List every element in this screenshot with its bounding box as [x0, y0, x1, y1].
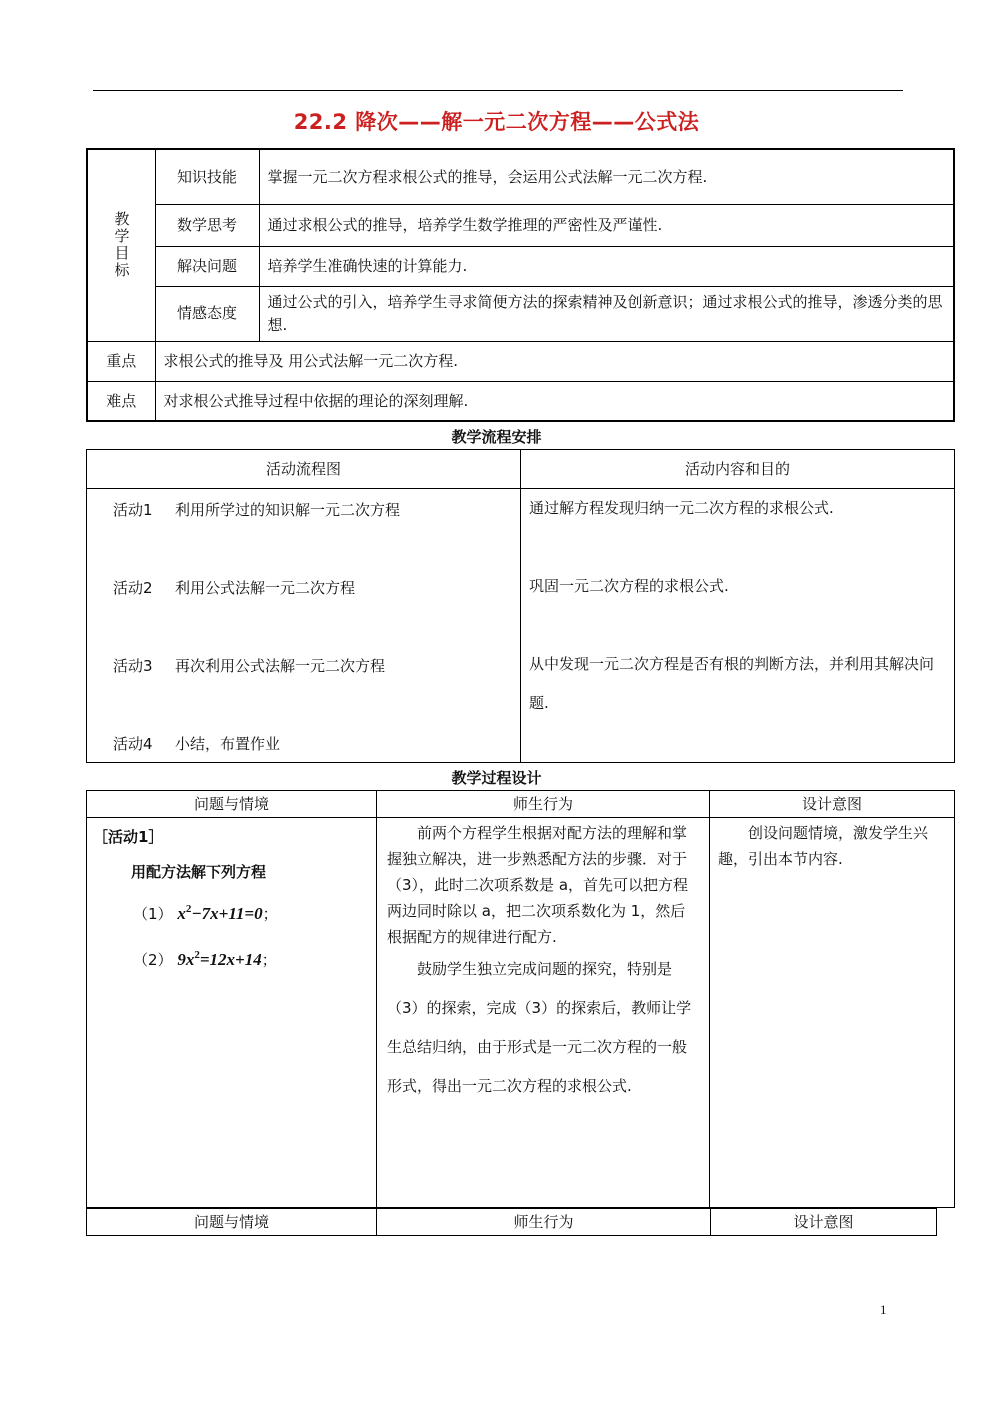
page-number: 1: [880, 1302, 887, 1317]
flow-purpose: 巩固一元二次方程的求根公式.: [529, 577, 729, 595]
equation-rest: =12x+14: [199, 949, 262, 969]
objective-row: [87, 286, 954, 341]
flow-item: [113, 733, 280, 756]
equation-term: x: [177, 904, 186, 923]
continuation-header-row: [87, 1209, 937, 1236]
process-header-situation: 问题与情境: [87, 791, 377, 818]
flow-item-num: 活动3: [113, 657, 153, 675]
objectives-table: [86, 148, 955, 422]
difficulty-row: [87, 381, 954, 421]
teacher-paragraph-1: 前两个方程学生根据对配方法的理解和掌握独立解决，进一步熟悉配方法的步骤．对于（3），此时二次项系数是 a，首先可以把方程两边同时除以 a，把二次项系数化为 1，然后根据配方的规律进行配方.: [387, 824, 689, 946]
flow-table: [86, 449, 955, 763]
intent-text: 创设问题情境，激发学生兴趣，引出本节内容.: [718, 824, 929, 868]
flow-item: [113, 655, 385, 678]
flow-items-cell: [87, 489, 521, 763]
equation-1: [133, 901, 370, 927]
objective-text: 培养学生准确快速的计算能力.: [259, 246, 954, 286]
objective-text: 通过求根公式的推导，培养学生数学推理的严密性及严谨性.: [259, 204, 954, 246]
key-point-text: 求根公式的推导及 用公式法解一元二次方程.: [155, 341, 954, 381]
equation-end: ；: [261, 950, 277, 969]
flow-purposes-cell: [521, 489, 955, 763]
objective-row: [87, 149, 954, 204]
objective-row: [87, 204, 954, 246]
process-table: [86, 790, 955, 1208]
equation-end: ；: [262, 905, 278, 923]
continuation-header-behavior: 师生行为: [377, 1209, 711, 1236]
teacher-student-cell: [377, 818, 710, 1208]
difficulty-text: 对求根公式推导过程中依据的理论的深刻理解.: [155, 381, 954, 421]
process-header-intent: 设计意图: [710, 791, 955, 818]
flow-item: [113, 577, 355, 600]
flow-section-title: 教学流程安排: [451, 428, 542, 446]
objective-label: 数学思考: [155, 204, 259, 246]
difficulty-label: 难点: [87, 381, 155, 421]
flow-item-text: 利用所学过的知识解一元二次方程: [175, 501, 401, 519]
header-rule: [93, 90, 903, 91]
process-header-row: [87, 791, 955, 818]
equation-number: （1）: [133, 905, 173, 923]
continuation-header-table: [86, 1208, 937, 1236]
flow-item-num: 活动2: [113, 579, 153, 597]
instruction-text: 用配方法解下列方程: [131, 862, 267, 881]
flow-item: [113, 499, 400, 522]
flow-item-text: 利用公式法解一元二次方程: [175, 579, 356, 597]
objective-label: 知识技能: [155, 149, 259, 204]
flow-body-row: [87, 489, 955, 763]
intent-cell: [710, 818, 955, 1208]
flow-header-row: [87, 450, 955, 489]
key-point-label: 重点: [87, 341, 155, 381]
process-header-behavior: 师生行为: [377, 791, 710, 818]
flow-purpose: 通过解方程发现归纳一元二次方程的求根公式.: [529, 499, 834, 517]
objective-text: 通过公式的引入，培养学生寻求简便方法的探索精神及创新意识；通过求根公式的推导，渗透分类的思想.: [259, 286, 954, 341]
equation-exponent: 2: [185, 903, 192, 915]
objective-row: [87, 246, 954, 286]
equation-number: （2）: [133, 950, 173, 969]
flow-item-num: 活动4: [113, 735, 153, 753]
continuation-header-intent: 设计意图: [711, 1209, 937, 1236]
flow-col1-header: 活动流程图: [87, 450, 521, 489]
page-title: 22.2 降次——解一元二次方程——公式法: [293, 110, 700, 134]
equation-rest: −7x+11=0: [191, 904, 263, 923]
flow-purpose: 从中发现一元二次方程是否有根的判断方法，并利用其解决问题.: [529, 655, 935, 712]
equation-2: [133, 947, 370, 973]
objective-label: 解决问题: [155, 246, 259, 286]
situation-cell: [87, 818, 377, 1208]
flow-item-text: 再次利用公式法解一元二次方程: [175, 657, 386, 675]
flow-item-num: 活动1: [113, 501, 153, 519]
objectives-group-cell: [87, 149, 155, 341]
key-point-row: [87, 341, 954, 381]
objective-text: 掌握一元二次方程求根公式的推导，会运用公式法解一元二次方程.: [259, 149, 954, 204]
process-section-title: 教学过程设计: [451, 769, 542, 787]
flow-item-text: 小结，布置作业: [175, 735, 281, 753]
objectives-group-label: 教学目标: [112, 211, 131, 280]
flow-col2-header: 活动内容和目的: [521, 450, 955, 489]
process-body-row: [87, 818, 955, 1208]
objective-label: 情感态度: [155, 286, 259, 341]
teacher-paragraph-2: 鼓励学生独立完成问题的探究，特别是（3）的探索，完成（3）的探索后，教师让学生总结归纳，由于形式是一元二次方程的一般形式，得出一元二次方程的求根公式.: [387, 960, 692, 1095]
continuation-header-situation: 问题与情境: [87, 1209, 377, 1236]
equation-term: 9x: [177, 949, 195, 969]
equation-exponent: 2: [194, 948, 200, 961]
activity-label: ［活动1］: [93, 828, 164, 846]
